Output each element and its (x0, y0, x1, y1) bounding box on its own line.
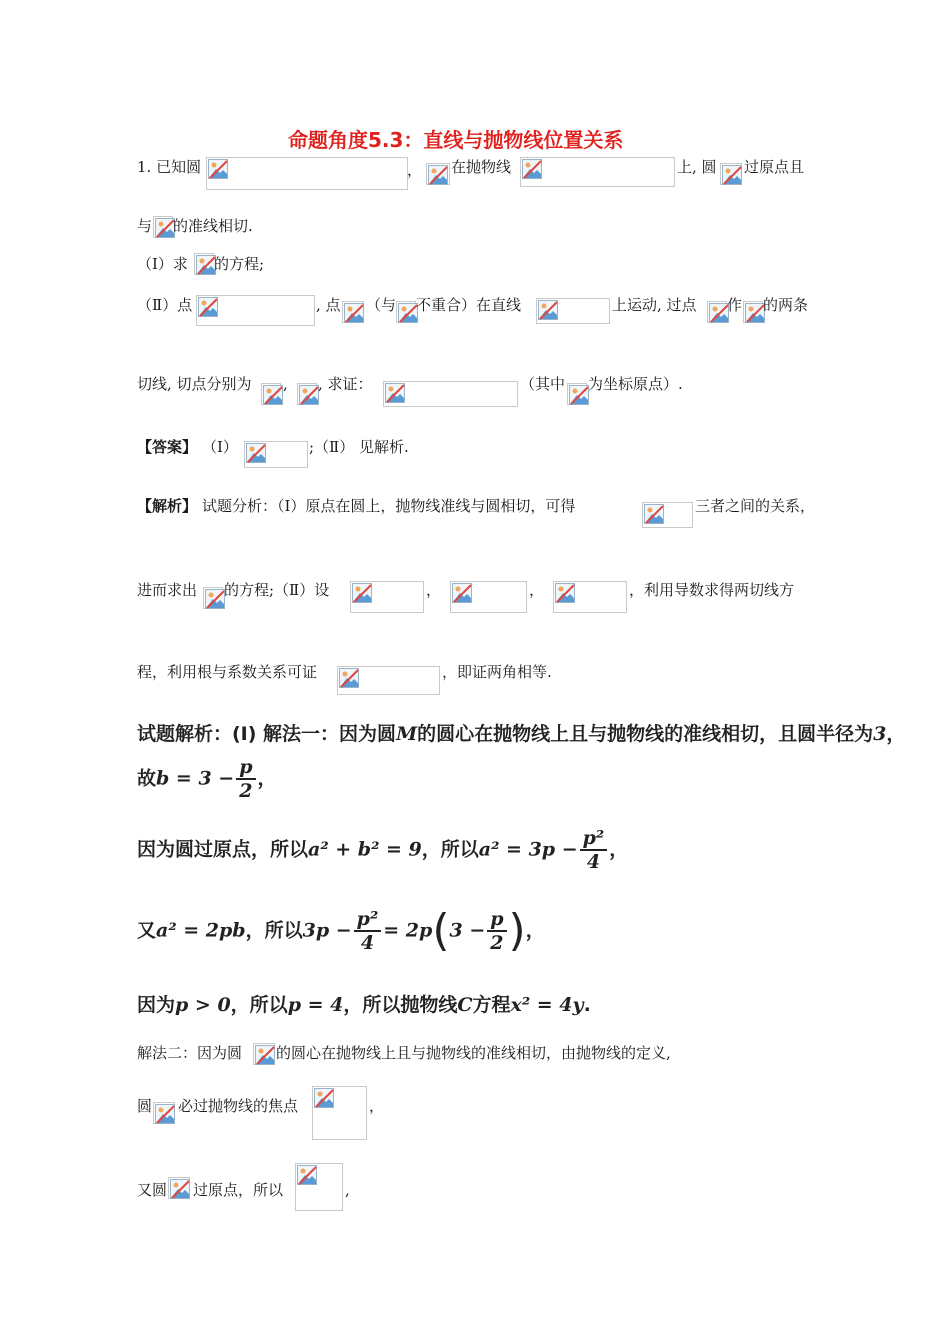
broken-image-icon (339, 668, 359, 688)
fraction-num: p² (580, 827, 608, 851)
q1-text: （Ⅱ）点 (137, 296, 193, 314)
fraction (354, 908, 382, 954)
method2-text: ， (369, 1097, 385, 1115)
solution-text: 因为 (137, 994, 176, 1016)
q1-text: , 点 (316, 296, 341, 314)
formula-image (520, 157, 675, 187)
formula-image (153, 1102, 175, 1124)
analysis-label: 【解析】 (137, 497, 198, 515)
answer-text: ;（Ⅱ） 见解析. (309, 438, 409, 456)
fraction-num: p (487, 908, 506, 932)
q1-text: 上, 圆 (677, 158, 717, 176)
solution-line (137, 992, 591, 1018)
analysis-text: 进而求出 (137, 581, 198, 599)
solution-text: 的圆心在抛物线上且与抛物线的准线相切，且圆半径为 (417, 723, 874, 745)
method2-text: 解法二：因为圆 (137, 1044, 243, 1062)
q1-text: 不重合）在直线 (416, 296, 522, 314)
solution-text: ，所以 (421, 838, 479, 861)
broken-image-icon (352, 583, 372, 603)
solution-text: ， (525, 919, 545, 942)
solution-text: ，所以 (230, 994, 288, 1016)
analysis-text: ，利用导数求得两切线方 (629, 581, 795, 599)
math-expr: a² = 2pb (156, 919, 246, 942)
math-expr: p > 0 (175, 994, 231, 1016)
solution-text: . (583, 994, 591, 1016)
broken-image-icon (246, 443, 266, 463)
q1-text: , 求证： (318, 375, 373, 393)
answer-label: 【答案】 (137, 438, 198, 456)
method2-text: 过原点，所以 (193, 1181, 284, 1199)
math-expr: a² = 3p − (478, 838, 578, 861)
formula-image (295, 1163, 343, 1211)
formula-image (297, 383, 317, 405)
broken-image-icon (452, 583, 472, 603)
solution-text: 故 (137, 767, 157, 790)
q1-text: 上运动, 过点 (612, 296, 697, 314)
solution-text: 方程 (472, 994, 511, 1016)
formula-image (383, 381, 518, 407)
q1-text: （与 (366, 296, 397, 314)
answer-text: （Ⅰ） (202, 438, 238, 456)
broken-image-icon (398, 303, 418, 323)
math-expr: = 2p (383, 919, 433, 942)
broken-image-icon (155, 1104, 175, 1124)
q1-text: ， (407, 161, 423, 179)
formula-image (536, 298, 610, 324)
analysis-text: ， (529, 581, 545, 599)
broken-image-icon (314, 1088, 334, 1108)
math-expr: 3p − (302, 919, 352, 942)
formula-image (203, 587, 223, 609)
broken-image-icon (569, 385, 589, 405)
solution-text: ，所以 (245, 919, 303, 942)
fraction-num: p (236, 756, 255, 780)
fraction-den: 2 (490, 932, 504, 954)
fraction-den: 2 (239, 780, 253, 802)
formula-image (567, 383, 587, 405)
formula-image (342, 301, 364, 323)
formula-image (426, 163, 450, 185)
solution-text: 又 (137, 919, 157, 942)
formula-image (720, 163, 742, 185)
formula-image (168, 1177, 190, 1199)
q1-text: , (283, 375, 288, 393)
method2-text: , (345, 1181, 350, 1199)
formula-image (312, 1086, 367, 1140)
solution-line (137, 905, 545, 956)
broken-image-icon (170, 1179, 190, 1199)
broken-image-icon (155, 218, 175, 238)
solution-text: ， (257, 767, 277, 790)
math-expr: b = 3 − (156, 767, 235, 790)
q1-text: 与 (137, 217, 153, 235)
formula-image (450, 581, 527, 613)
q1-text: （其中 (520, 375, 566, 393)
solution-line (137, 756, 277, 802)
fraction-num: p² (354, 908, 382, 932)
formula-image (194, 253, 214, 275)
analysis-text: ， (426, 581, 442, 599)
left-paren: ( (432, 905, 450, 956)
analysis-text: ，即证两角相等. (442, 663, 552, 681)
broken-image-icon (428, 165, 448, 185)
q1-text: 切线, 切点分别为 (137, 375, 252, 393)
fraction-den: 4 (586, 851, 601, 873)
formula-image (337, 666, 440, 695)
solution-text: 试题解析：(Ⅰ) 解法一：因为圆 (137, 723, 397, 745)
q1-text: （Ⅰ）求 (137, 255, 188, 273)
fraction (487, 908, 506, 954)
formula-image (642, 502, 693, 528)
formula-image (396, 301, 416, 323)
q1-text: 的准线相切. (173, 217, 253, 235)
solution-text: ，所以抛物线 (343, 994, 458, 1016)
solution-text: ， (609, 838, 629, 861)
broken-image-icon (344, 303, 364, 323)
math-expr: 3 − (449, 919, 486, 942)
fraction (580, 827, 608, 873)
formula-image (743, 301, 763, 323)
broken-image-icon (722, 165, 742, 185)
broken-image-icon (297, 1165, 317, 1185)
q1-text: 为坐标原点）. (588, 375, 683, 393)
method2-text: 必过抛物线的焦点 (178, 1097, 299, 1115)
solution-line (137, 827, 628, 873)
solution-line (137, 721, 905, 747)
formula-image (206, 157, 408, 190)
page-title: 命题角度5.3：直线与抛物线位置关系 (288, 128, 624, 152)
analysis-text: 试题分析：（Ⅰ）原点在圆上，抛物线准线与圆相切，可得 (202, 497, 576, 515)
q1-text: 1. 已知圆 (137, 158, 202, 176)
formula-image (253, 1043, 275, 1065)
broken-image-icon (555, 583, 575, 603)
q1-text: 的两条 (763, 296, 809, 314)
math-expr: a² + b² = 9 (308, 838, 422, 861)
analysis-text: 三者之间的关系， (695, 497, 816, 515)
fraction (236, 756, 255, 802)
method2-text: 又圆 (137, 1181, 168, 1199)
method2-text: 的圆心在抛物线上且与抛物线的准线相切，由抛物线的定义, (276, 1044, 671, 1062)
broken-image-icon (385, 383, 405, 403)
right-paren: ) (508, 905, 526, 956)
formula-image (196, 295, 315, 326)
formula-image (261, 383, 281, 405)
broken-image-icon (522, 159, 542, 179)
broken-image-icon (263, 385, 283, 405)
math-expr: x² = 4y (510, 994, 584, 1016)
solution-text: 因为圆过原点，所以 (137, 838, 309, 861)
q1-text: 的方程; (214, 255, 265, 273)
broken-image-icon (205, 589, 225, 609)
broken-image-icon (255, 1045, 275, 1065)
solution-text: ， (886, 723, 906, 745)
math-var: M (396, 723, 418, 745)
broken-image-icon (208, 159, 228, 179)
analysis-text: 的方程;（Ⅱ）设 (224, 581, 330, 599)
q1-text: 在抛物线 (451, 158, 512, 176)
fraction-den: 4 (360, 932, 375, 954)
math-expr: p = 4 (287, 994, 344, 1016)
formula-image (244, 441, 308, 468)
broken-image-icon (709, 303, 729, 323)
formula-image (350, 581, 424, 613)
broken-image-icon (644, 504, 664, 524)
math-var: C (457, 994, 473, 1016)
q1-text: 过原点且 (744, 158, 805, 176)
q1-text: 作 (727, 296, 743, 314)
analysis-text: 程，利用根与系数关系可证 (137, 663, 318, 681)
formula-image (553, 581, 627, 613)
broken-image-icon (198, 297, 218, 317)
broken-image-icon (299, 385, 319, 405)
math-var: 3 (873, 723, 887, 745)
broken-image-icon (196, 255, 216, 275)
formula-image (707, 301, 727, 323)
formula-image (153, 216, 173, 238)
broken-image-icon (745, 303, 765, 323)
broken-image-icon (538, 300, 558, 320)
method2-text: 圆 (137, 1097, 153, 1115)
